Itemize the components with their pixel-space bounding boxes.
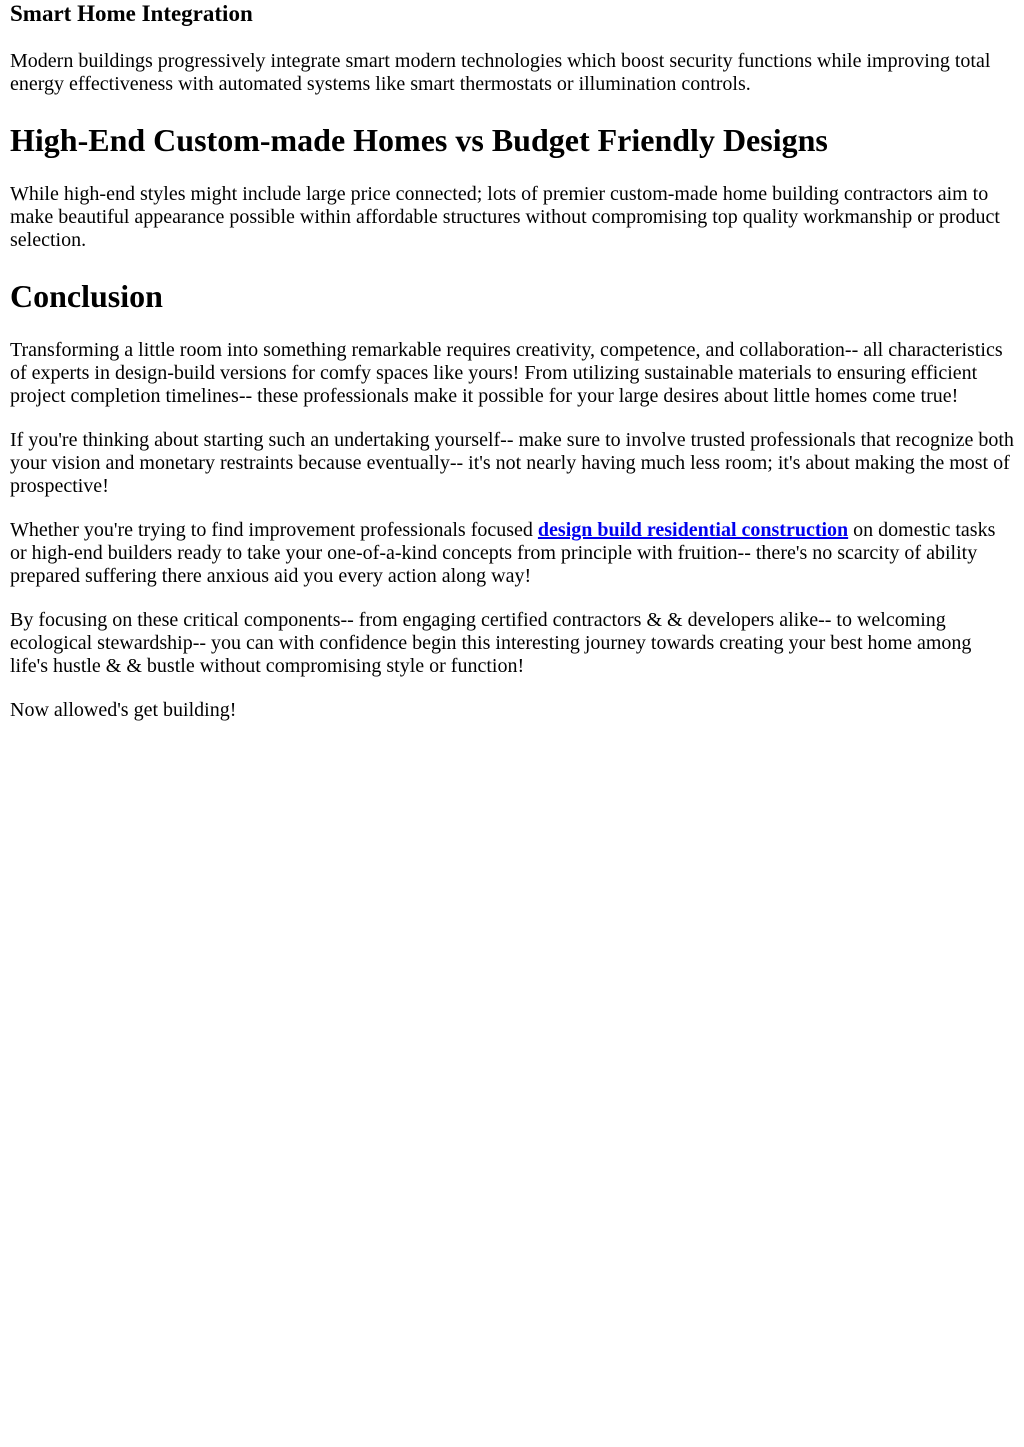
paragraph-conclusion-2: If you're thinking about starting such an undertaking yourself-- make sure to involve trusted professionals that recognize both your vision and monetary restraints because eventually-- it's not nearly having much less room; it's about making the most of prospective! — [10, 429, 1014, 497]
paragraph-conclusion-3 — [10, 519, 1014, 588]
paragraph-conclusion-5: Now allowed's get building! — [10, 699, 237, 721]
paragraph-conclusion-1: Transforming a little room into something remarkable requires creativity, competence, and collaboration-- all characteristics of experts in design-build versions for comfy spaces like yours! From utilizing sustainable materials to ensuring efficient project completion timelines-- these professionals make it possible for your large desires about little homes come true! — [10, 339, 1003, 407]
heading-conclusion: Conclusion — [10, 278, 163, 314]
design-build-residential-construction-link[interactable]: design build residential construction — [537, 519, 849, 541]
paragraph-text-before-link: Whether you're trying to find improvement professionals focused — [10, 519, 538, 541]
paragraph-text-after-link: on domestic tasks or high-end builders ready to take your one-of-a-kind concepts from principle with fruition-- there's no scarcity of ability prepared suffering there anxious aid you every action along way! — [10, 519, 996, 587]
paragraph-smart-home: Modern buildings progressively integrate smart modern technologies which boost security functions while improving total energy effectiveness with automated systems like smart thermostats or illumination controls. — [10, 50, 991, 95]
paragraph-high-end: While high-end styles might include large price connected; lots of premier custom-made home building contractors aim to make beautiful appearance possible within affordable structures without compromising top quality workmanship or product selection. — [10, 183, 1000, 251]
heading-smart-home-integration: Smart Home Integration — [10, 1, 253, 26]
paragraph-conclusion-4: By focusing on these critical components-- from engaging certified contractors & & developers alike-- to welcoming ecological stewardship-- you can with confidence begin this interesting journey towards creating your best home among life's hustle & & bustle without compromising style or function! — [10, 609, 972, 677]
heading-high-end-vs-budget: High-End Custom-made Homes vs Budget Friendly Designs — [10, 122, 828, 158]
